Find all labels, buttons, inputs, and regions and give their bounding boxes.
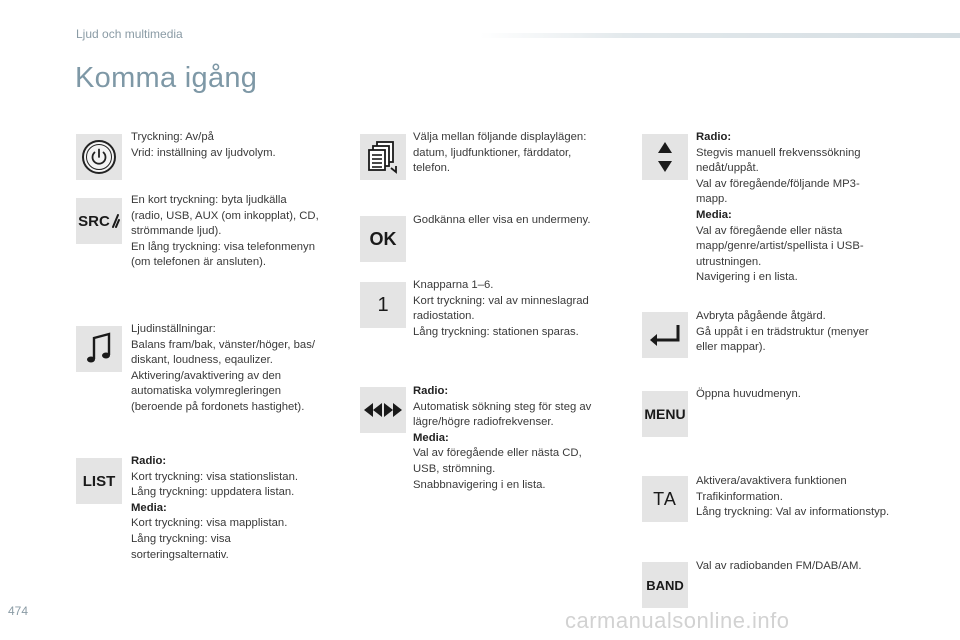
preset-button-icon-box	[360, 282, 406, 328]
description-line: Kort tryckning: visa mapplistan.	[131, 517, 288, 530]
description-line: USB, strömning.	[413, 462, 496, 475]
description-line: Lång tryckning: Val av informationstyp.	[696, 506, 890, 519]
description-line: Radio:	[131, 455, 167, 467]
description-line: Aktivera/avaktivera funktionen	[696, 475, 847, 487]
description-line: Navigering i en lista.	[696, 271, 798, 284]
description-line: sorteringsalternativ.	[131, 548, 229, 561]
description-line: (om telefonen är ansluten).	[131, 256, 267, 269]
description-line: Radio:	[413, 385, 449, 397]
back-button-icon-box	[642, 312, 688, 358]
watermark: carmanualsonline.info	[565, 608, 790, 633]
description-line: automatiska volymregleringen	[131, 385, 282, 398]
description-line: Media:	[696, 208, 732, 221]
description-line: Godkänna eller visa en undermeny.	[413, 214, 591, 226]
header-rule	[480, 33, 960, 38]
description-line: mapp/genre/artist/spellista i USB-	[696, 240, 864, 253]
description-line: Kort tryckning: visa stationslistan.	[131, 470, 299, 483]
src-button-icon-box	[76, 198, 122, 244]
music-note-icon	[84, 331, 114, 367]
up-down-arrows-icon	[655, 140, 675, 174]
description-line: (radio, USB, AUX (om inkopplat), CD,	[131, 209, 319, 222]
description-line: Radio:	[696, 131, 732, 143]
description-line: Lång tryckning: uppdatera listan.	[131, 486, 295, 499]
description-line: Kort tryckning: val av minneslagrad	[413, 294, 589, 307]
ta-button-icon-box	[642, 476, 688, 522]
description-line: diskant, loudness, eqaulizer.	[131, 354, 273, 367]
src-description	[131, 193, 319, 271]
power-description	[131, 130, 276, 161]
description-line: Val av radiobanden FM/DAB/AM.	[696, 560, 862, 572]
seek-description	[413, 384, 591, 493]
description-line: strömmande ljud).	[131, 225, 222, 238]
seek-button-icon-box	[360, 387, 406, 433]
description-line: Tryckning: Av/på	[131, 131, 214, 143]
description-line: Balans fram/bak, vänster/höger, bas/	[131, 338, 315, 351]
description-line: eller mappar).	[696, 341, 766, 354]
audio-settings-description	[131, 322, 315, 416]
description-line: telefon.	[413, 162, 451, 175]
description-line: utrustningen.	[696, 255, 762, 268]
description-line: Media:	[131, 501, 167, 514]
src-phone-icon: SRC	[78, 213, 120, 230]
display-mode-icon	[367, 140, 399, 174]
page-number: 474	[8, 604, 29, 618]
description-line: lägre/högre radiofrekvenser.	[413, 416, 554, 429]
description-line: En lång tryckning: visa telefonmenyn	[131, 240, 315, 253]
page-title: Komma igång	[75, 62, 258, 94]
ok-button-icon-box	[360, 216, 406, 262]
description-line: En kort tryckning: byta ljudkälla	[131, 194, 287, 206]
description-line: Stegvis manuell frekvenssökning	[696, 146, 861, 159]
description-line: datum, ljudfunktioner, färddator,	[413, 146, 572, 159]
description-line: Val av föregående eller nästa CD,	[413, 447, 582, 460]
description-line: Ljudinställningar:	[131, 323, 216, 335]
description-line: (beroende på fordonets hastighet).	[131, 400, 305, 413]
ta-description	[696, 474, 889, 521]
display-mode-icon-box	[360, 134, 406, 180]
description-line: Lång tryckning: visa	[131, 532, 231, 545]
description-line: Välja mellan följande displaylägen:	[413, 131, 587, 143]
description-line: Snabbnavigering i en lista.	[413, 478, 546, 491]
preset-description	[413, 278, 589, 340]
ok-description	[413, 213, 591, 229]
list-button-icon-box	[76, 458, 122, 504]
ok-label-icon: OK	[369, 228, 397, 249]
description-line: Trafikinformation.	[696, 490, 783, 503]
description-line: Avbryta pågående åtgärd.	[696, 310, 826, 322]
ta-label-icon: TA	[653, 488, 677, 509]
power-button-icon-box	[76, 134, 122, 180]
description-line: Media:	[413, 431, 449, 444]
display-mode-description	[413, 130, 586, 177]
description-line: mapp.	[696, 193, 728, 206]
back-arrow-icon	[648, 323, 682, 347]
band-label-icon: BAND	[646, 577, 684, 593]
description-line: Vrid: inställning av ljudvolym.	[131, 146, 276, 159]
menu-description	[696, 387, 801, 403]
back-description	[696, 309, 869, 356]
description-line: Knapparna 1–6.	[413, 279, 494, 291]
description-line: Gå uppåt i en trädstruktur (menyer	[696, 325, 869, 338]
description-line: radiostation.	[413, 310, 475, 323]
seek-arrows-icon	[362, 402, 404, 418]
menu-label-icon: MENU	[644, 406, 686, 422]
band-description	[696, 559, 862, 575]
description-line: Lång tryckning: stationen sparas.	[413, 325, 579, 338]
audio-settings-icon-box	[76, 326, 122, 372]
description-line: Automatisk sökning steg för steg av	[413, 400, 592, 413]
power-icon	[81, 139, 117, 175]
list-label-icon: LIST	[82, 472, 116, 490]
description-line: Val av föregående/följande MP3-	[696, 177, 860, 190]
description-line: Val av föregående eller nästa	[696, 224, 843, 237]
up-down-description	[696, 130, 864, 286]
preset-number-icon: 1	[377, 293, 389, 316]
description-line: nedåt/uppåt.	[696, 162, 759, 175]
section-header: Ljud och multimedia	[76, 27, 183, 41]
description-line: Öppna huvudmenyn.	[696, 388, 801, 400]
description-line: Aktivering/avaktivering av den	[131, 369, 282, 382]
band-button-icon-box	[642, 562, 688, 608]
list-description	[131, 454, 298, 563]
menu-button-icon-box	[642, 391, 688, 437]
up-down-icon-box	[642, 134, 688, 180]
